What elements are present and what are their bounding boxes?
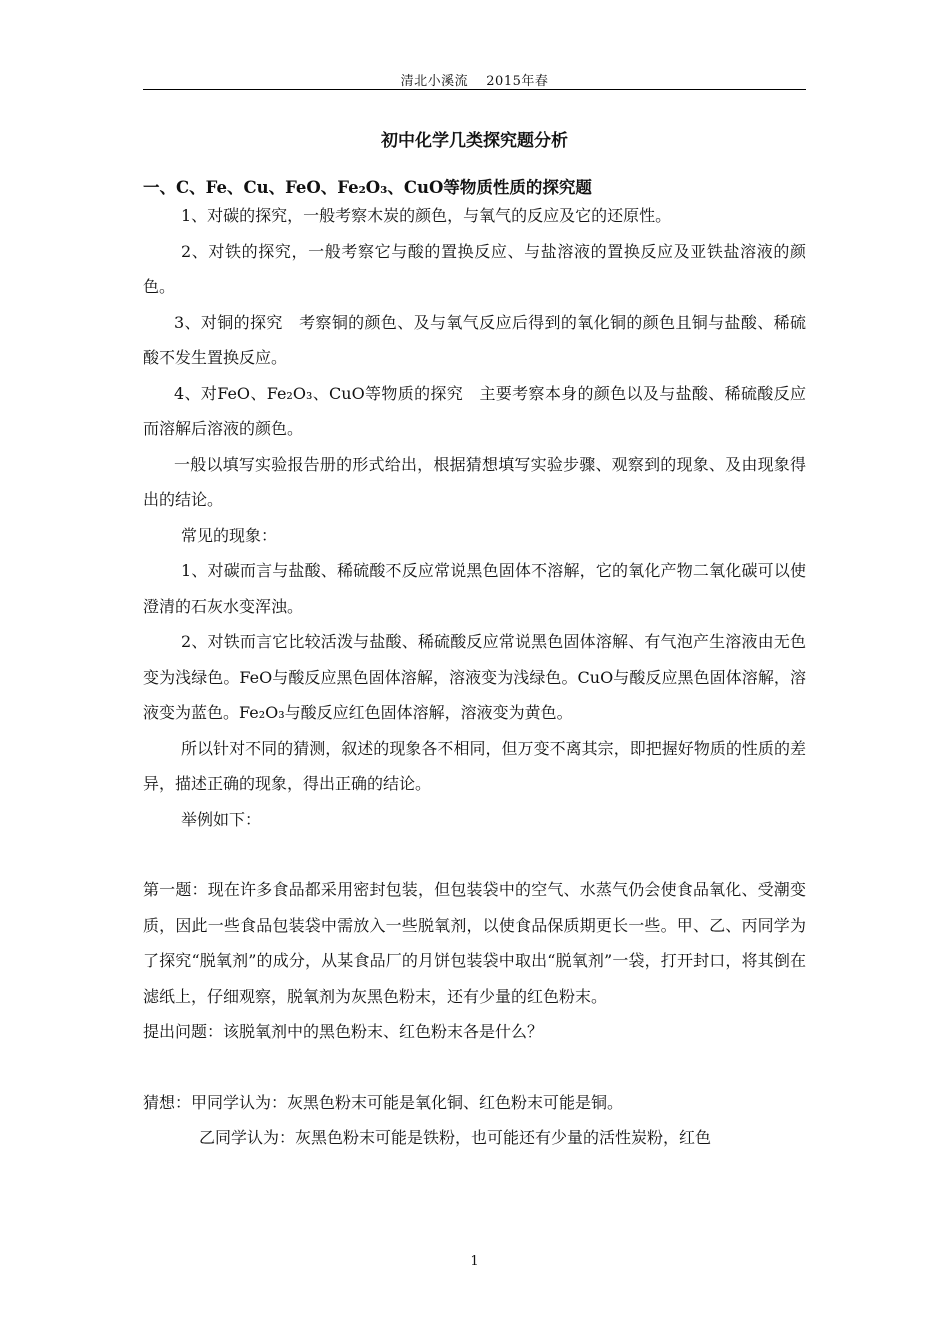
section-heading: 一、C、Fe、Cu、FeO、Fe₂O₃、CuO等物质性质的探究题	[143, 178, 592, 197]
paragraph-general: 一般以填写实验报告册的形式给出，根据猜想填写实验步骤、观察到的现象、及由现象得出的结论。	[143, 454, 806, 509]
guess-b: 乙同学认为：灰黑色粉末可能是铁粉，也可能还有少量的活性炭粉，红色	[199, 1128, 712, 1147]
question-prompt: 提出问题：该脱氧剂中的黑色粉末、红色粉末各是什么？	[143, 1022, 544, 1041]
paragraph-oxides: 4、对FeO、Fe₂O₃、CuO等物质的探究 主要考察本身的颜色以及与盐酸、稀硫酸反应而溶解后溶液的颜色。	[143, 383, 806, 438]
spacer	[143, 837, 806, 872]
header-divider	[143, 89, 806, 90]
paragraph-conclusion: 所以针对不同的猜测，叙述的现象各不相同，但万变不离其宗，即把握好物质的性质的差异，描述正确的现象，得出正确的结论。	[143, 738, 806, 793]
paragraph-phenomenon-carbon: 1、对碳而言与盐酸、稀硫酸不反应常说黑色固体不溶解，它的氧化产物二氧化碳可以使澄清的石灰水变浑浊。	[143, 561, 806, 616]
page-number: 1	[470, 1254, 479, 1269]
document-title: 初中化学几类探究题分析	[381, 131, 568, 151]
paragraph-example-label: 举例如下：	[181, 809, 262, 829]
question-intro: 第一题：现在许多食品都采用密封包装，但包装袋中的空气、水蒸气仍会使食品氧化、受潮变质，因此一些食品包装袋中需放入一些脱氧剂，以使食品保质期更长一些。甲、乙、丙同学为了探究“脱氧剂”的成分，从某食品厂的月饼包装袋中取出“脱氧剂”一袋，打开封口，将其倒在滤纸上，仔细观察，脱氧剂为灰黑色粉末，还有少量的红色粉末。	[143, 880, 806, 1006]
page-header: 清北小溪流 2015年春	[400, 74, 549, 89]
paragraph-iron: 2、对铁的探究，一般考察它与酸的置换反应、与盐溶液的置换反应及亚铁盐溶液的颜色。	[143, 241, 806, 296]
guess-a: 猜想：甲同学认为：灰黑色粉末可能是氧化铜、红色粉末可能是铜。	[143, 1092, 624, 1112]
spacer	[143, 1050, 806, 1085]
paragraph-carbon: 1、对碳的探究，一般考察木炭的颜色，与氧气的反应及它的还原性。	[181, 206, 672, 225]
paragraph-common-label: 常见的现象：	[181, 525, 278, 545]
document-body	[143, 198, 806, 1156]
paragraph-copper: 3、对铜的探究 考察铜的颜色、及与氧气反应后得到的氧化铜的颜色且铜与盐酸、稀硫酸不发生置换反应。	[143, 312, 806, 367]
paragraph-phenomenon-iron: 2、对铁而言它比较活泼与盐酸、稀硫酸反应常说黑色固体溶解、有气泡产生溶液由无色变为浅绿色。FeO与酸反应黑色固体溶解，溶液变为浅绿色。CuO与酸反应黑色固体溶解，溶液变为蓝色。Fe₂O₃与酸反应红色固体溶解，溶液变为黄色。	[143, 632, 806, 722]
